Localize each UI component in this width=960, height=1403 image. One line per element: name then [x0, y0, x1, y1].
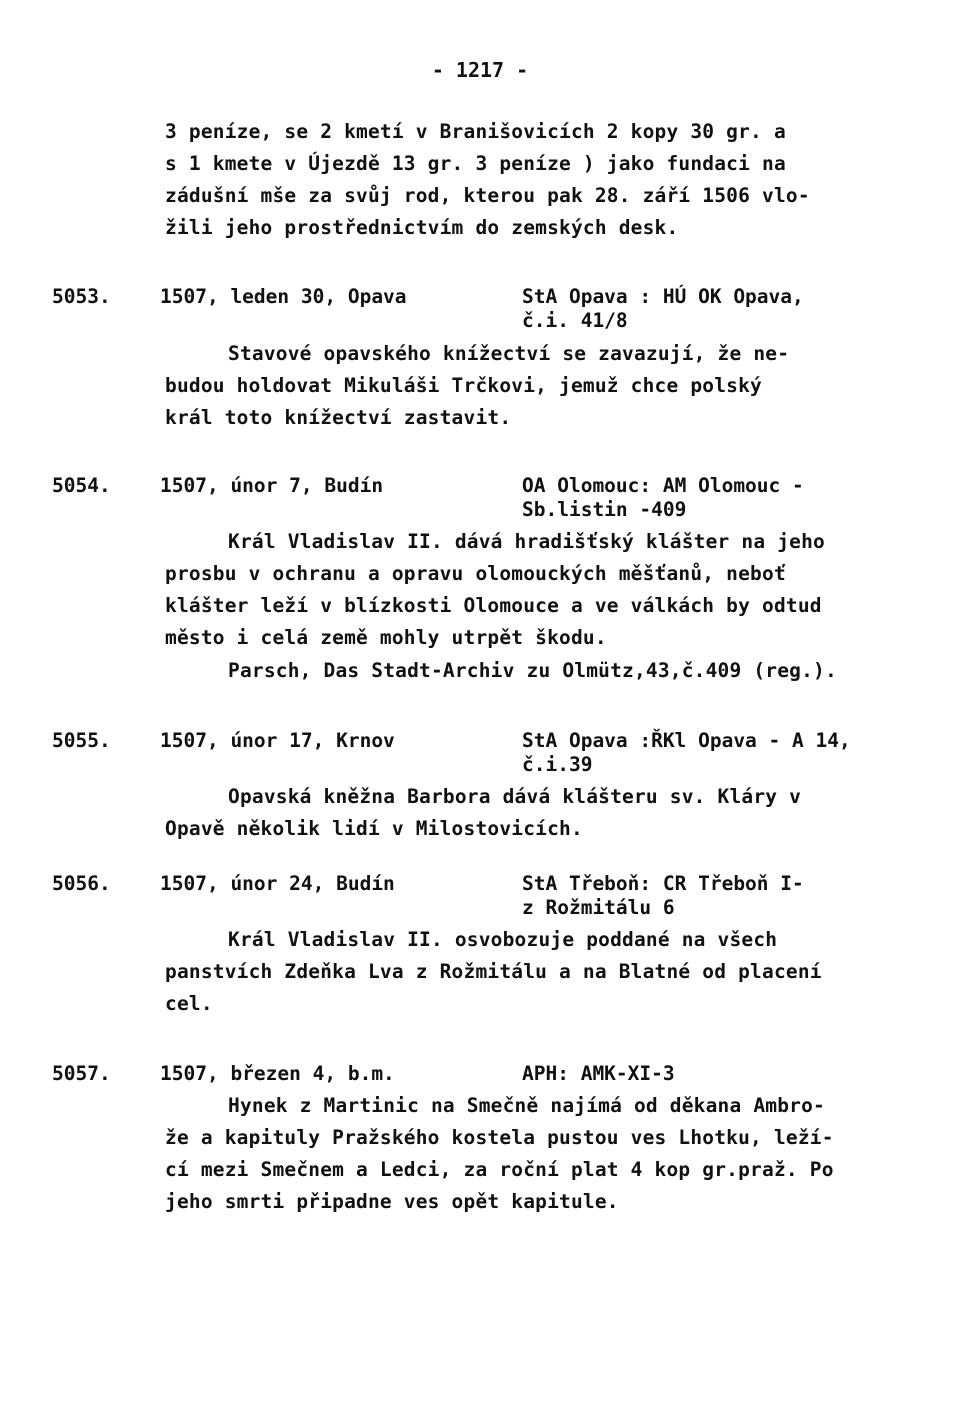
- entry-number: 5053.: [52, 285, 111, 308]
- entry-source: StA Opava : HÚ OK Opava,: [522, 285, 804, 308]
- entry-number: 5055.: [52, 729, 111, 752]
- entry-text-line: Opavě několik lidí v Milostovicích.: [165, 817, 583, 840]
- entry-date-place: 1507, únor 7, Budín: [160, 474, 384, 497]
- entry-source: Sb.listin -409: [522, 498, 687, 521]
- entry-text-line: že a kapituly Pražského kostela pustou ves Lhotku, leží-: [165, 1126, 834, 1149]
- continuation-line: 3 peníze, se 2 kmetí v Branišovicích 2 kopy 30 gr. a: [165, 120, 786, 143]
- entry-date-place: 1507, březen 4, b.m.: [160, 1062, 395, 1085]
- entry-text-line: město i celá země mohly utrpět škodu.: [165, 626, 607, 649]
- page-number: - 1217 -: [431, 58, 529, 82]
- entry-text-line: prosbu v ochranu a opravu olomouckých měšťanů, neboť: [165, 562, 786, 585]
- continuation-line: s 1 kmete v Újezdě 13 gr. 3 peníze ) jako fundaci na: [165, 152, 786, 175]
- entry-text-line: Král Vladislav II. osvobozuje poddané na všech: [228, 928, 778, 951]
- entry-text-line: jeho smrti připadne ves opět kapitule.: [165, 1190, 619, 1213]
- entry-text-line: cí mezi Smečnem a Ledci, za roční plat 4 kop gr.praž. Po: [165, 1158, 834, 1181]
- entry-text-line: cel.: [165, 992, 213, 1015]
- entry-source: č.i.39: [522, 753, 593, 776]
- entry-text-line: Hynek z Martinic na Smečně najímá od děkana Ambro-: [228, 1094, 825, 1117]
- entry-text-line: panstvích Zdeňka Lva z Rožmitálu a na Blatné od placení: [165, 960, 822, 983]
- entry-text-line: Král Vladislav II. dává hradišťský klášter na jeho: [228, 530, 825, 553]
- entry-date-place: 1507, únor 24, Budín: [160, 872, 395, 895]
- entry-text-line: Stavové opavského knížectví se zavazují, že ne-: [228, 342, 790, 365]
- entry-number: 5057.: [52, 1062, 111, 1085]
- entry-text-line: budou holdovat Mikuláši Trčkovi, jemuž chce polský: [165, 374, 762, 397]
- entry-text-line: klášter leží v blízkosti Olomouce a ve válkách by odtud: [165, 594, 822, 617]
- entry-text-line: král toto knížectví zastavit.: [165, 406, 512, 429]
- entry-source: StA Opava :ŘKl Opava - A 14,: [522, 729, 851, 752]
- continuation-line: žili jeho prostřednictvím do zemských desk.: [165, 216, 679, 239]
- entry-source: OA Olomouc: AM Olomouc -: [522, 474, 804, 497]
- continuation-line: zádušní mše za svůj rod, kterou pak 28. září 1506 vlo-: [165, 184, 810, 207]
- entry-source: č.i. 41/8: [522, 309, 628, 332]
- entry-text-line: Parsch, Das Stadt-Archiv zu Olmütz,43,č.409 (reg.).: [228, 659, 837, 682]
- entry-number: 5056.: [52, 872, 111, 895]
- entry-text-line: Opavská kněžna Barbora dává klášteru sv. Kláry v: [228, 785, 802, 808]
- entry-date-place: 1507, leden 30, Opava: [160, 285, 407, 308]
- entry-source: StA Třeboň: CR Třeboň I-: [522, 872, 804, 895]
- entry-source: APH: AMK-XI-3: [522, 1062, 675, 1085]
- entry-number: 5054.: [52, 474, 111, 497]
- entry-date-place: 1507, únor 17, Krnov: [160, 729, 395, 752]
- entry-source: z Rožmitálu 6: [522, 896, 675, 919]
